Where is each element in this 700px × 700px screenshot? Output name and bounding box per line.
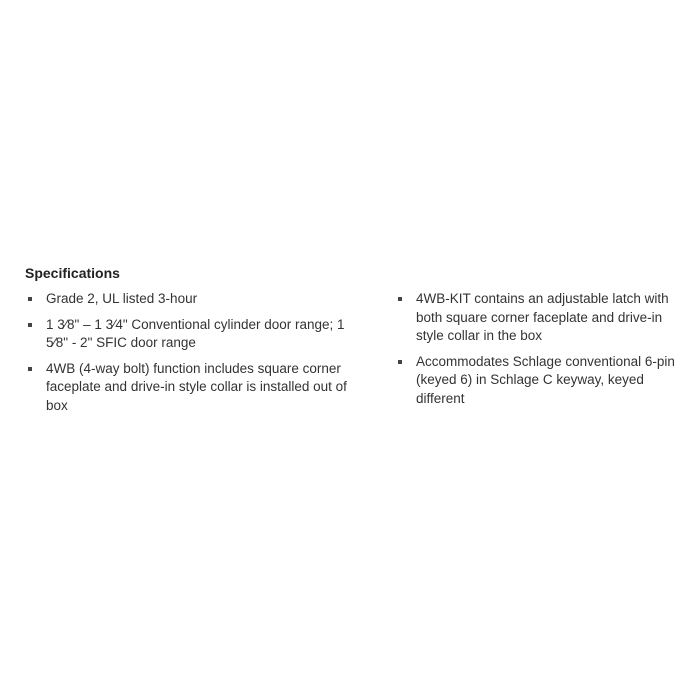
bullet-icon xyxy=(398,360,402,364)
bullet-icon xyxy=(28,297,32,301)
list-item-text: Grade 2, UL listed 3-hour xyxy=(46,291,198,306)
list-item xyxy=(25,360,365,416)
list-item xyxy=(25,316,365,353)
bullet-icon xyxy=(28,323,32,327)
list-item-text: 4WB (4-way bolt) function includes square corner faceplate and drive-in style collar is installed out of box xyxy=(46,360,347,413)
spec-list-right xyxy=(395,290,685,415)
bullet-icon xyxy=(398,297,402,301)
spec-list-left xyxy=(25,290,365,422)
list-item xyxy=(25,290,365,309)
list-item xyxy=(395,290,685,346)
list-item-text: 4WB-KIT contains an adjustable latch with both square corner faceplate and drive-in style collar in the box xyxy=(416,291,669,343)
list-item-text: 1 3⁄8" – 1 3⁄4" Conventional cylinder door range; 1 5⁄8" - 2" SFIC door range xyxy=(46,316,345,350)
specifications-heading: Specifications xyxy=(25,265,120,281)
list-item-text: Accommodates Schlage conventional 6-pin (keyed 6) in Schlage C keyway, keyed different xyxy=(416,353,675,406)
list-item xyxy=(395,353,685,409)
bullet-icon xyxy=(28,367,32,371)
